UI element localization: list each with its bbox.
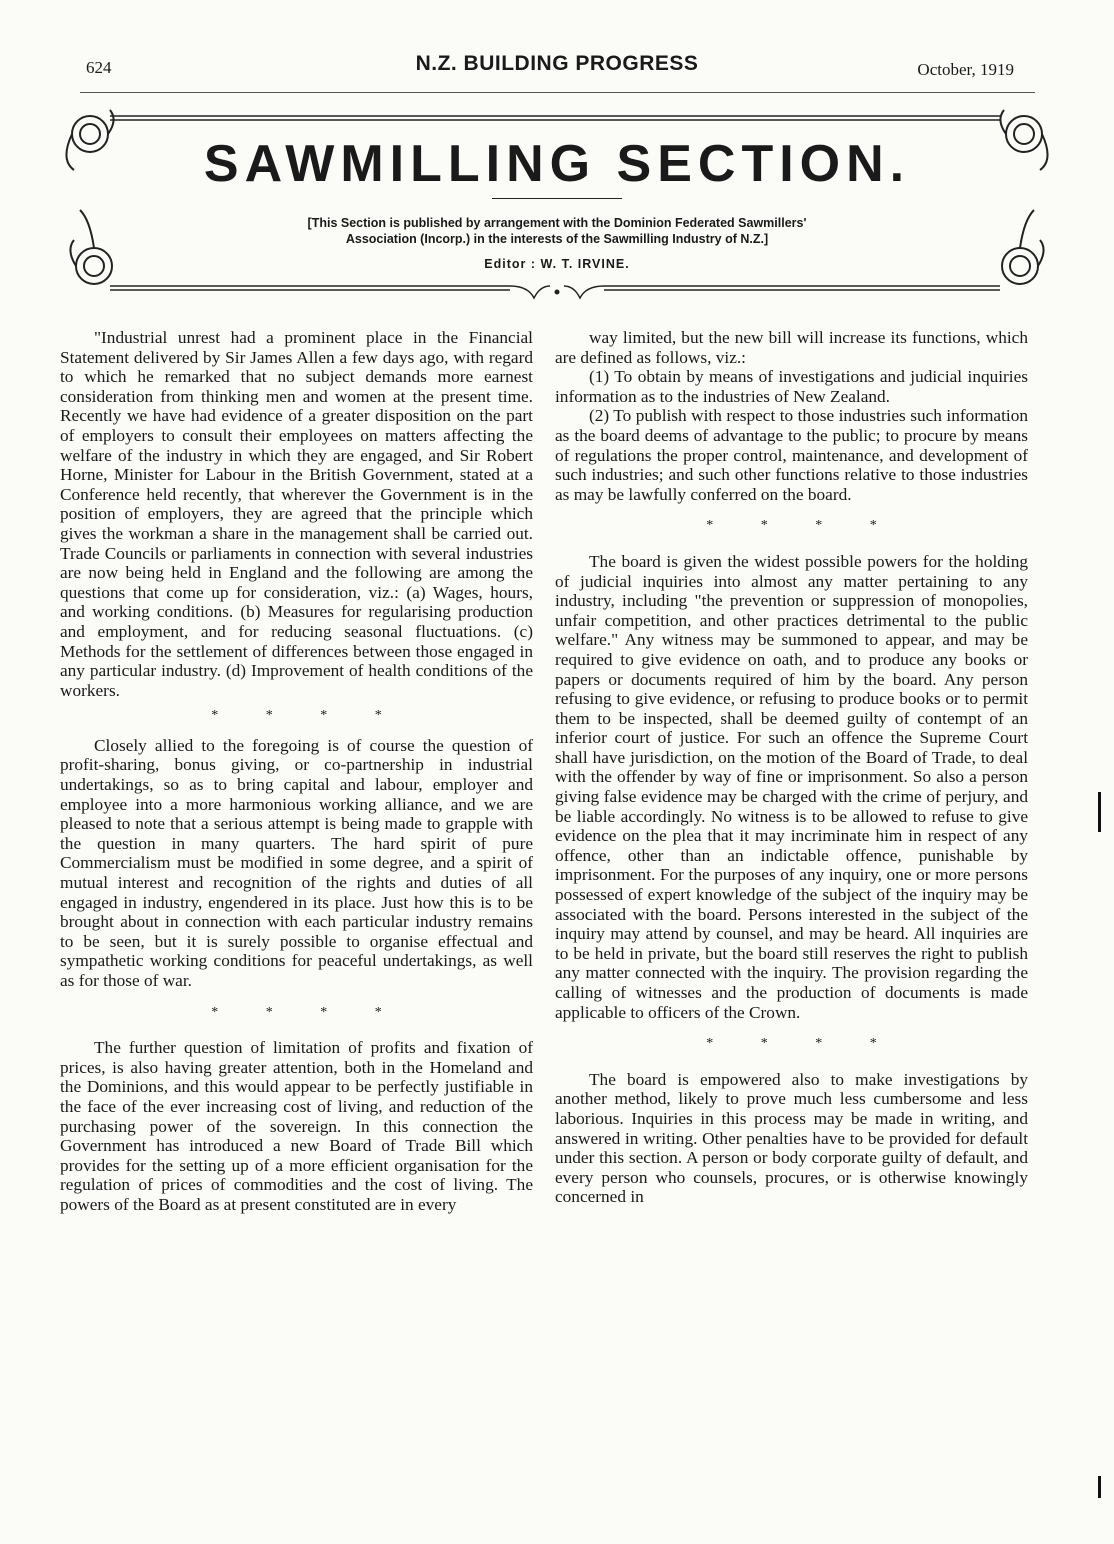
paragraph: "Industrial unrest had a prominent place in the Financial Statement delivered by Sir James Allen a few days ago, with regard to which he remarked that no subject demands more earnest consideration from thinking men and women at the present time. Recently we have had evidence of a greater disposition on the part of employers to consult their employees on matters affecting the welfare of the industry in which they are engaged, and Sir Robert Horne, Minister for Labour in the British Government, stated at a Conference held recently, that wherever the Government is in the position of employers, they are agreed that the principle which gives the workman a share in the management shall be carried out. Trade Councils or parliaments in connection with several industries are now being held in England and the following are among the questions that come up for consideration, viz.: (a) Wages, hours, and working conditions. (b) Measures for regularising production and employment, and for reducing seasonal fluctuations. (c) Methods for the settlement of differences between those engaged in any particular industry. (d) Improvement of health conditions of the workers.: [60, 328, 533, 700]
page-number: 624: [86, 58, 112, 77]
journal-title: N.Z. BUILDING PROGRESS: [415, 52, 699, 75]
section-separator: * * * *: [706, 1036, 899, 1052]
paragraph: Closely allied to the foregoing is of course the question of profit-sharing, bonus giving, or co-partnership in industrial undertakings, so as to bring capital and labour, employer and employee into a more harmonious working alliance, and we are pleased to note that a serious attempt is being made to grapple with the question in many quarters. The hard spirit of pure Commercialism must be modified in some degree, and a spirit of mutual interest and recognition of the rights and duties of all engaged in industry, engendered in its place. Just how this is to be brought about in connection with each particular industry remains to be seen, but it is surely possible to organise effectual and sympathetic working conditions for peaceful undertakings, as well as for those of war.: [60, 735, 533, 990]
knot-bottom-left: [70, 210, 112, 284]
section-banner: [50, 100, 1064, 310]
section-note-line-2: Association (Incorp.) in the interests of the Sawmilling Industry of N.Z.]: [345, 232, 769, 246]
knot-bottom-right: [1002, 210, 1044, 284]
scan-edge-mark: [1098, 1476, 1101, 1498]
banner-frame: [50, 100, 1064, 310]
paragraph: (2) To publish with respect to those industries such information as the board deems of advantage to the public; to procure by means of regulations the proper control, maintenance, and development of such industries; and such other functions relative to those industries as may be lawfully conferred on the board.: [555, 406, 1028, 504]
section-separator: * * * *: [211, 708, 404, 724]
paragraph: The further question of limitation of profits and fixation of prices, is also having greater attention, both in the Homeland and the Dominions, and this would appear to be perfectly justifiable in the face of the ever increasing cost of living, and reduction of the purchasing power of the sovereign. In this connection the Government has introduced a new Board of Trade Bill which provides for the setting up of a more efficient organisation for the regulation of prices of commodities and the cost of living. The powers of the Board as at present constituted are in every: [60, 1038, 533, 1214]
running-header: [0, 52, 1114, 88]
section-separator: * * * *: [706, 518, 899, 534]
editor-credit: Editor : W. T. IRVINE.: [484, 257, 630, 271]
section-separator: * * * *: [211, 1004, 404, 1020]
ornament-dot: [555, 290, 560, 295]
paragraph: The board is empowered also to make investigations by another method, likely to prove much less cumbersome and less laborious. Inquiries in this process may be made in writing, and answered in writing. Other penalties have to be provided for default under this section. A person or body corporate guilty of default, and every person who counsels, procures, or is otherwise knowingly concerned in: [555, 1069, 1028, 1207]
scan-edge-mark: [1098, 792, 1101, 832]
issue-date: October, 1919: [917, 60, 1014, 79]
right-column: [555, 328, 1028, 1207]
paragraph: The board is given the widest possible powers for the holding of judicial inquiries into almost any matter pertaining to any industry, including "the prevention or suppression of monopolies, unfair competition, and other practices detrimental to the public welfare." Any witness may be summoned to appear, and may be required to give evidence on oath, and to produce any books or papers or documents required of him by the board. Any person refusing to give evidence, or refusing to produce books or to permit them to be inspected, shall be deemed guilty of contempt of an inferior court of justice. For such an offence the Supreme Court shall have jurisdiction, on the motion of the Board of Trade, to deal with the offender by way of fine or imprisonment. So also a person giving false evidence may be charged with the crime of perjury, and be liable accordingly. No witness is to be allowed to refuse to give evidence on the plea that it may incriminate him in respect of any offence, other than an indictable offence, punishable by imprisonment. For the purposes of any inquiry, one or more persons possessed of expert knowledge of the subject of the inquiry may be associated with the board. Persons interested in the subject of the inquiry may attend by counsel, and may be heard. All inquiries are to be held in private, but the board still reserves the right to publish any matter connected with the inquiry. The provision regarding the calling of witnesses and the production of documents is made applicable to officers of the Crown.: [555, 551, 1028, 1022]
section-note-line-1: [This Section is published by arrangement with the Dominion Federated Sawmillers': [307, 216, 807, 230]
title-rule: [492, 198, 622, 199]
section-title: SAWMILLING SECTION.: [203, 135, 911, 193]
paragraph: (1) To obtain by means of investigations and judicial inquiries information as to the industries of New Zealand.: [555, 367, 1028, 406]
paragraph: way limited, but the new bill will increase its functions, which are defined as follows, viz.:: [555, 328, 1028, 367]
section-note: [200, 215, 914, 247]
left-column: [60, 328, 533, 1215]
header-rule: [80, 92, 1035, 93]
